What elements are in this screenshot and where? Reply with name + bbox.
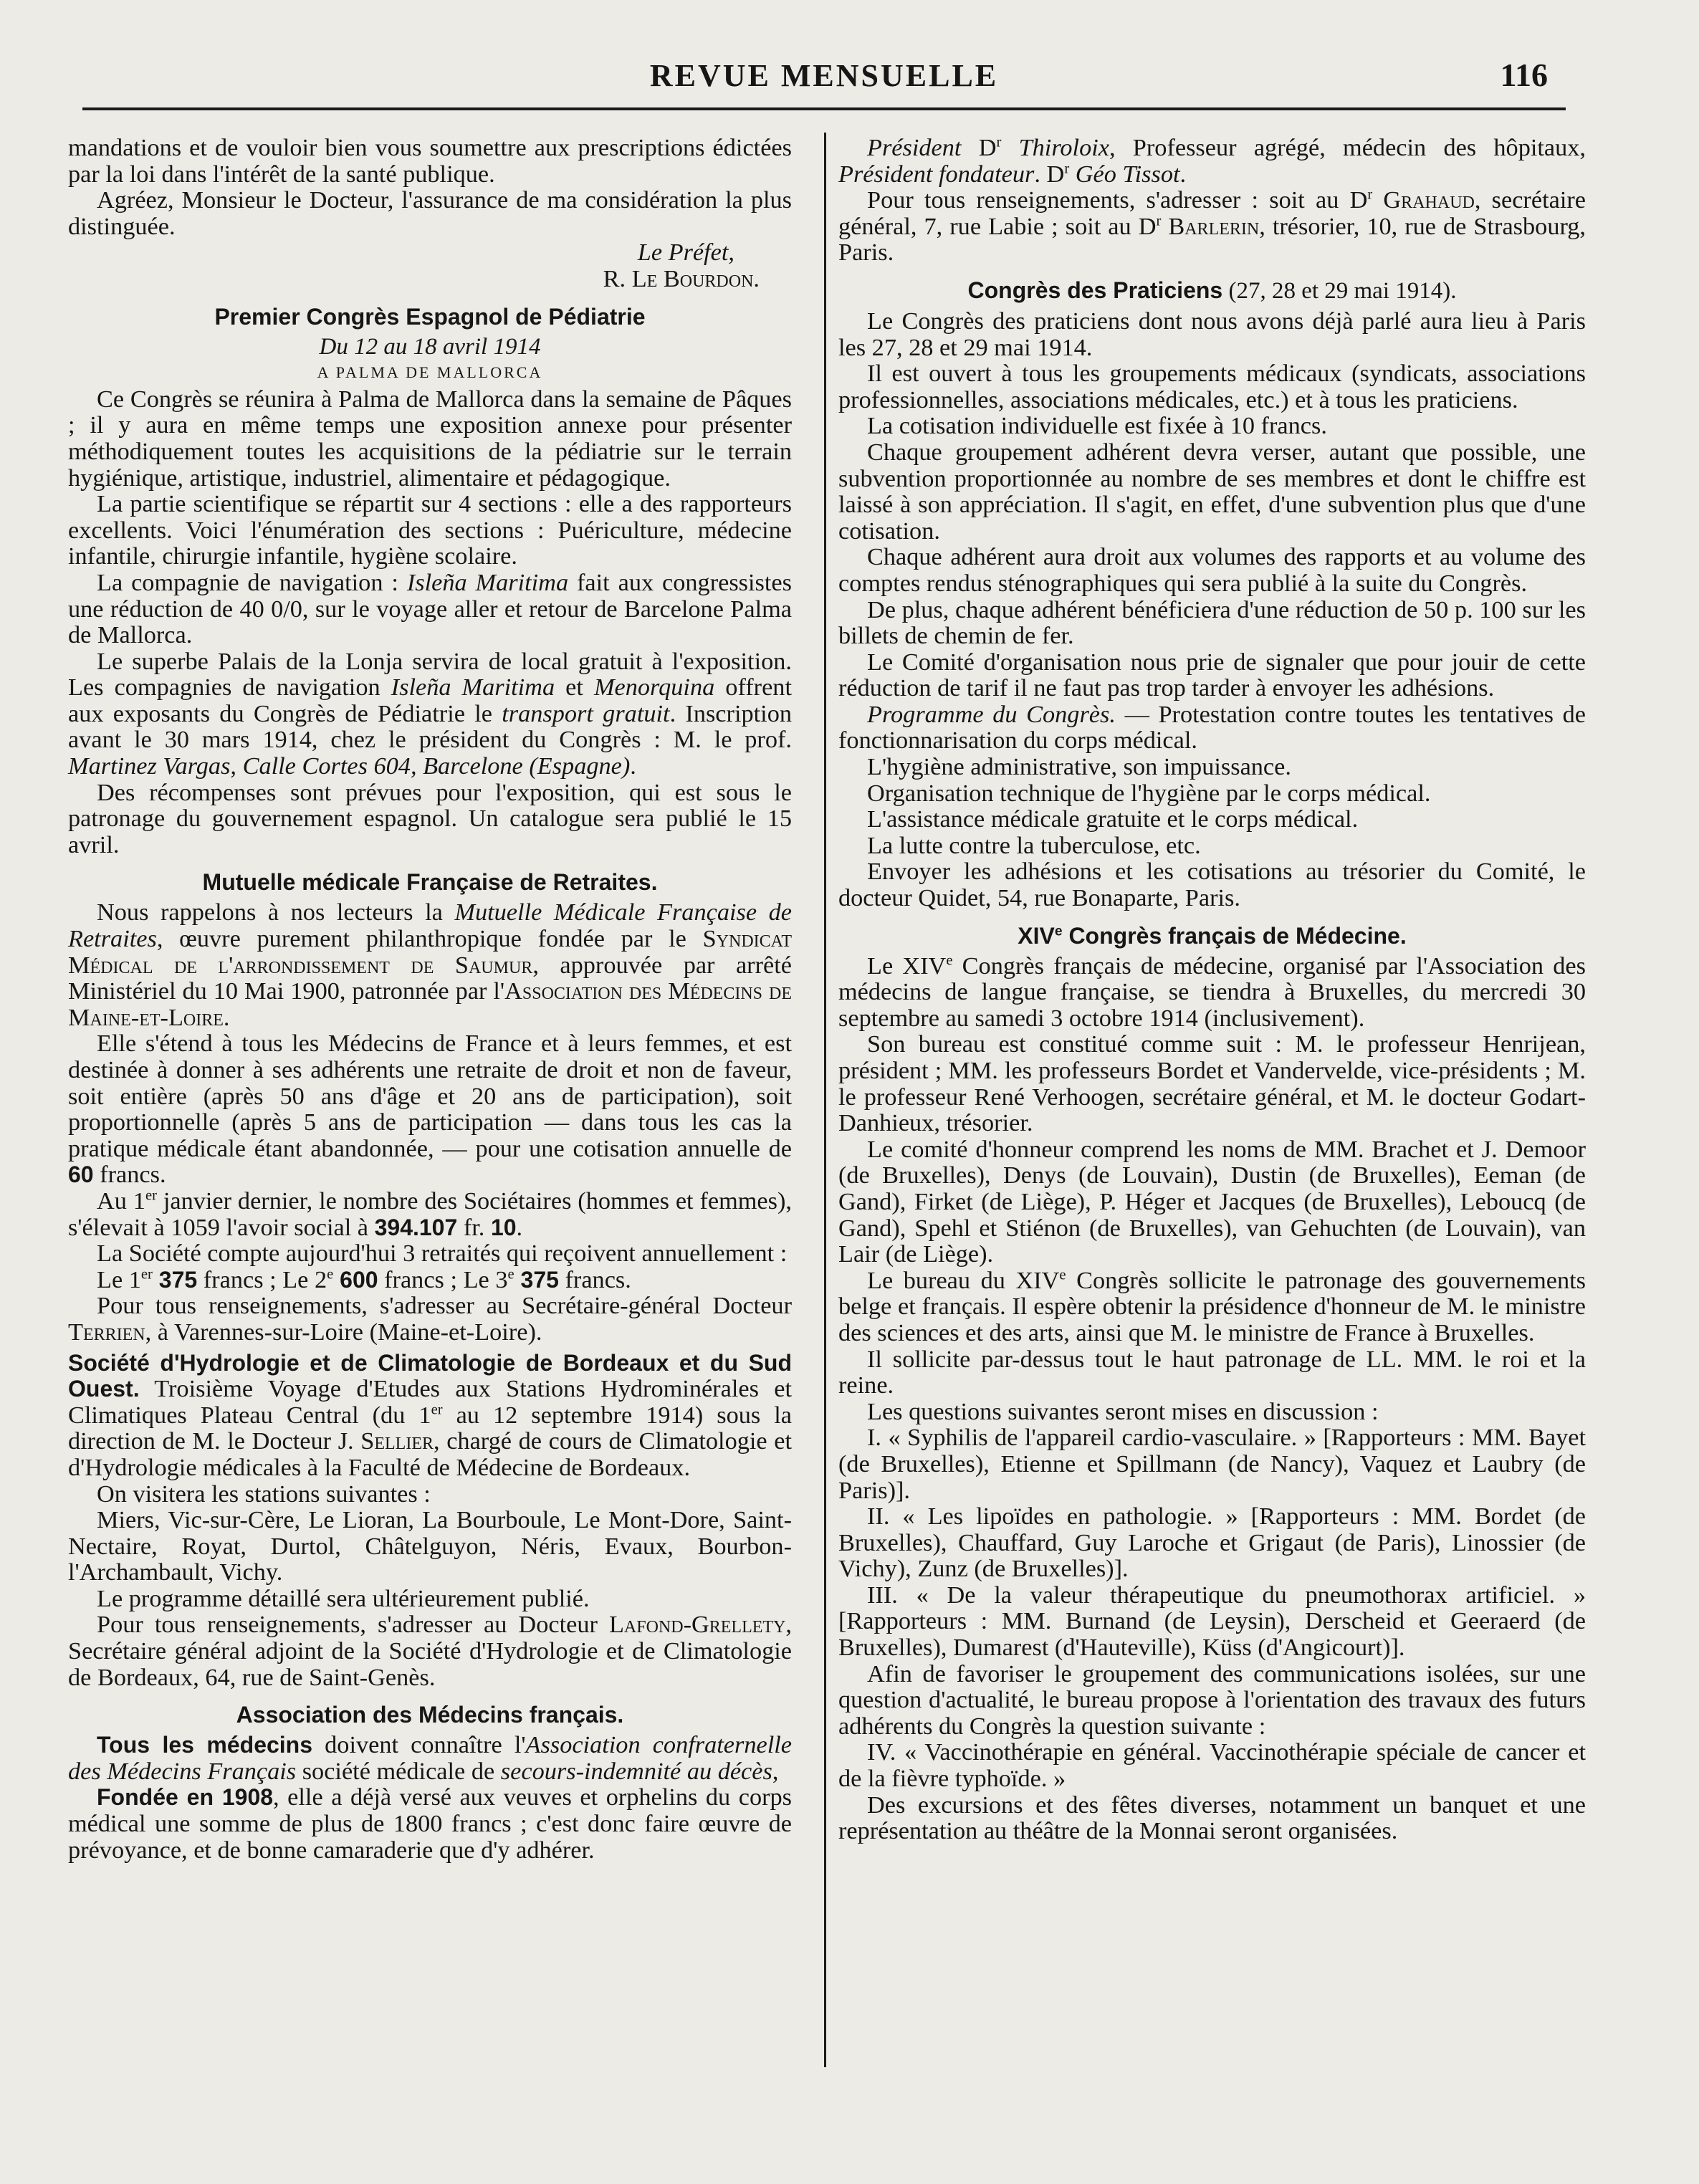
article-paragraph: La partie scientifique se répartit sur 4 sections : elle a des rapporteurs excellents. Voici l'énumération des sections : Puériculture, médecine infantile, chirurgie infantile, hygiène scolaire. (68, 490, 792, 570)
article-paragraph: De plus, chaque adhérent bénéficiera d'une réduction de 50 p. 100 sur les billets de chemin de fer. (838, 595, 1586, 650)
article-paragraph: Chaque groupement adhérent devra verser, autant que possible, une subvention proportionnée au nombre de ses membres et dont le chiffre est laissé à son appréciation. Il s'agit, en effet, d'une subvention plus que d'une cotisation. (838, 438, 1586, 545)
journal-title: REVUE MENSUELLE (649, 58, 999, 93)
article-paragraph: Le XIVe Congrès français de médecine, organisé par l'Association des médecins de langue française, se tiendra à Bruxelles, du mercredi 30 septembre au samedi 3 octobre 1914 (inclusivement). (838, 952, 1586, 1032)
article-paragraph: III. « De la valeur thérapeutique du pneumothorax artificiel. » [Rapporteurs : MM. Burnand (de Leysin), Derscheid et Geeraerd (de Bruxelles), Dumarest (d'Hauteville), Küss (d'Angicourt)]. (838, 1581, 1586, 1662)
article-paragraph: Miers, Vic-sur-Cère, Le Lioran, La Bourboule, Le Mont-Dore, Saint-Nectaire, Royat, Durtol, Châtelguyon, Néris, Evaux, Bourbon-l'Archambault, Vichy. (68, 1506, 792, 1586)
article-paragraph: Le Comité d'organisation nous prie de signaler que pour jouir de cette réduction de tarif il ne faut pas trop tarder à envoyer les adhésions. (838, 648, 1586, 702)
article-hydrologie (68, 1346, 792, 1691)
article-dates: Du 12 au 18 avril 1914 (319, 333, 541, 360)
article-heading: Congrès des Praticiens (27, 28 et 29 mai 1914). (967, 277, 1457, 304)
article-paragraph: Le comité d'honneur comprend les noms de MM. Brachet et J. Demoor (de Bruxelles), Denys (de Louvain), Dustin (de Bruxelles), Eeman (de Gand), Firket (de Liège), P. Héger et Jacques (de Bruxelles), Leboucq (de Gand), Spehl et Stiénon (de Bruxelles), van Gehuchten (de Louvain), van Lair (de Liège). (838, 1135, 1586, 1268)
article-association (68, 1700, 792, 1863)
letter-paragraph: mandations et de vouloir bien vous soumettre aux prescriptions édictées par la loi dans l'intérêt de la santé publique. (68, 134, 792, 188)
article-paragraph: Pour tous renseignements, s'adresser au Secrétaire-général Docteur Terrien, à Varennes-sur-Loire (Maine-et-Loire). (68, 1292, 792, 1346)
article-paragraph: Ce Congrès se réunira à Palma de Mallorca dans la semaine de Pâques ; il y aura en même temps une exposition annexe pour présenter méthodiquement toutes les acquisitions de la pédiatrie sur le terrain hygiénique, artistique, industriel, alimentaire et pédagogique. (68, 385, 792, 492)
article-paragraph: Son bureau est constitué comme suit : M. le professeur Henrijean, président ; MM. les professeurs Bordet et Vandervelde, vice-présidents ; M. le professeur René Verhoogen, secrétaire général, et M. le docteur Godart-Danhieux, trésorier. (838, 1030, 1586, 1137)
article-paragraph: La compagnie de navigation : Isleña Maritima fait aux congressistes une réduction de 40 0/0, sur le voyage aller et retour de Barcelone Palma de Mallorca. (68, 568, 793, 649)
article-paragraph: Elle s'étend à tous les Médecins de France et à leurs femmes, et est destinée à donner à ses adhérents une retraite de droit et non de faveur, soit entière (après 50 ans d'âge et 20 ans de participation), soit proportionnelle (après 5 ans de participation — dans tous les cas la pratique médicale étant abandonnée, — pour une cotisation annuelle de 60 francs. (68, 1030, 792, 1189)
article-heading: Mutuelle médicale Française de Retraites. (202, 869, 658, 896)
article-paragraph: Le bureau du XIVe Congrès sollicite le patronage des gouvernements belge et français. Il espère obtenir la présidence d'honneur de M. le ministre des sciences et des arts, ainsi que M. le ministre de France à Bruxelles. (838, 1266, 1586, 1346)
page-number: 116 (1500, 57, 1548, 93)
signature-title: Le Préfet, (637, 239, 734, 267)
article-paragraph: Les questions suivantes seront mises en discussion : (867, 1397, 1379, 1425)
article-medecine (838, 921, 1586, 1844)
article-paragraph: L'assistance médicale gratuite et le corps médical. (867, 805, 1359, 833)
column-divider (824, 133, 826, 2067)
running-header (82, 50, 1566, 110)
article-paragraph: Programme du Congrès. — Protestation contre toutes les tentatives de fonctionnarisation du corps médical. (838, 700, 1586, 755)
article-paragraph: Société d'Hydrologie et de Climatologie de Bordeaux et du Sud Ouest. Troisième Voyage d'Etudes aux Stations Hydrominérales et Climatiques Plateau Central (du 1er au 12 septembre 1914) sous la direction de M. le Docteur J. Sellier, chargé de cours de Climatologie et d'Hydrologie médicales à la Faculté de Médecine de Bordeaux. (68, 1349, 793, 1481)
article-paragraph: On visitera les stations suivantes : (97, 1480, 431, 1508)
article-mutuelle (68, 868, 792, 1345)
article-paragraph: Des excursions et des fêtes diverses, notamment un banquet et une représentation au théâtre de la Monnai seront organisées. (838, 1791, 1586, 1845)
article-praticiens (838, 276, 1586, 911)
article-paragraph: La cotisation individuelle est fixée à 10 francs. (867, 412, 1327, 440)
article-paragraph: Le 1er 375 francs ; Le 2e 600 francs ; Le 3e 375 francs. (97, 1265, 631, 1293)
article-paragraph: Au 1er janvier dernier, le nombre des Sociétaires (hommes et femmes), s'élevait à 1059 l'avoir social à 394.107 fr. 10. (68, 1187, 793, 1241)
letter-paragraph: Agréez, Monsieur le Docteur, l'assurance de ma considération la plus distinguée. (68, 186, 792, 240)
article-paragraph: I. « Syphilis de l'appareil cardio-vasculaire. » [Rapporteurs : MM. Bayet (de Bruxelles), Etienne et Spillmann (de Nancy), Vaquez et Laubry (de Paris)]. (838, 1424, 1586, 1504)
article-paragraph: Pour tous renseignements, s'adresser : soit au $D^r$ Grahaud, secrétaire général, 7, rue Labie ; soit au $D^r$ Barlerin, trésorier, 10, rue de Strasbourg, Paris. (838, 186, 1586, 267)
article-paragraph: Fondée en 1908, elle a déjà versé aux veuves et orphelins du corps médical une somme de plus de 1800 francs ; c'est donc faire œuvre de prévoyance, et de bonne camaraderie que d'y adhérer. (68, 1783, 793, 1864)
article-paragraph: IV. « Vaccinothérapie en général. Vaccinothérapie spéciale de cancer et de la fièvre typhoïde. » (838, 1738, 1586, 1793)
article-pediatrie (68, 302, 792, 858)
left-column (68, 135, 792, 1863)
article-paragraph: Envoyer les adhésions et les cotisations au trésorier du Comité, le docteur Quidet, 54, rue Bonaparte, Paris. (838, 858, 1586, 912)
article-paragraph: Le superbe Palais de la Lonja servira de local gratuit à l'exposition. Les compagnies de navigation Isleña Maritima et Menorquina offrent aux exposants du Congrès de Pédiatrie le transport gratuit. Inscription avant le 30 mars 1914, chez le président du Congrès : M. le prof. Martinez Vargas, Calle Cortes 604, Barcelone (Espagne). (68, 647, 792, 780)
article-paragraph: Chaque adhérent aura droit aux volumes des rapports et au volume des comptes rendus sténographiques qui sera publié à la suite du Congrès. (838, 543, 1586, 597)
article-paragraph: Il est ouvert à tous les groupements médicaux (syndicats, associations professionnelles, associations médicales, etc.) et à tous les praticiens. (838, 360, 1586, 413)
article-heading: Premier Congrès Espagnol de Pédiatrie (214, 303, 646, 330)
article-paragraph: Le Congrès des praticiens dont nous avons déjà parlé aura lieu à Paris les 27, 28 et 29 mai 1914. (838, 307, 1586, 361)
previous-article-end (838, 135, 1586, 266)
article-heading: Association des Médecins français. (236, 1702, 624, 1728)
right-column (838, 135, 1586, 1844)
article-paragraph: II. « Les lipoïdes en pathologie. » [Rapporteurs : MM. Bordet (de Bruxelles), Chauffard, Guy Laroche et Grigaut (de Paris), Linossier (de Vichy), Zunz (de Bruxelles)]. (838, 1503, 1586, 1583)
article-paragraph: Organisation technique de l'hygiène par le corps médical. (867, 779, 1431, 807)
article-paragraph: Le programme détaillé sera ultérieurement publié. (97, 1584, 590, 1612)
article-location: A PALMA DE MALLORCA (317, 363, 543, 382)
article-paragraph: Il sollicite par-dessus tout le haut patronage de LL. MM. le roi et la reine. (838, 1345, 1586, 1399)
signature-name: R. Le Bourdon. (603, 264, 760, 292)
article-paragraph: Tous les médecins doivent connaître l'Association confraternelle des Médecins Français société médicale de secours-indemnité au décès, (68, 1731, 792, 1785)
article-paragraph: Président $D^r$ Thiroloix, Professeur agrégé, médecin des hôpitaux, Président fondateur. $D^r$ Géo Tissot. (838, 134, 1586, 188)
article-paragraph: Pour tous renseignements, s'adresser au Docteur Lafond-Grellety, Secrétaire général adjoint de la Société d'Hydrologie et de Climatologie de Bordeaux, 64, rue de Saint-Genès. (68, 1611, 792, 1691)
article-heading: Société d'Hydrologie et de Climatologie de Bordeaux et du Sud Ouest. (68, 1349, 792, 1402)
prefect-letter-end (68, 135, 792, 292)
article-paragraph: Nous rappelons à nos lecteurs la Mutuelle Médicale Française de Retraites, œuvre purement philanthropique fondée par le Syndicat Médical de l'arrondissement de Saumur, approuvée par arrêté Ministériel du 10 Mai 1900, patronnée par l'Association des Médecins de Maine-et-Loire. (68, 899, 793, 1031)
article-paragraph: Des récompenses sont prévues pour l'exposition, qui est sous le patronage du gouvernement espagnol. Un catalogue sera publié le 15 avril. (68, 778, 792, 858)
article-paragraph: La Société compte aujourd'hui 3 retraités qui reçoivent annuellement : (97, 1240, 788, 1268)
article-paragraph: La lutte contre la tuberculose, etc. (867, 831, 1201, 859)
article-paragraph: Afin de favoriser le groupement des communications isolées, sur une question d'actualité, le bureau propose à l'orientation des travaux des futurs adhérents du Congrès la question suivante : (838, 1659, 1586, 1740)
article-heading: XIVe Congrès français de Médecine. (1018, 922, 1407, 949)
article-paragraph: L'hygiène administrative, son impuissance. (867, 753, 1291, 781)
